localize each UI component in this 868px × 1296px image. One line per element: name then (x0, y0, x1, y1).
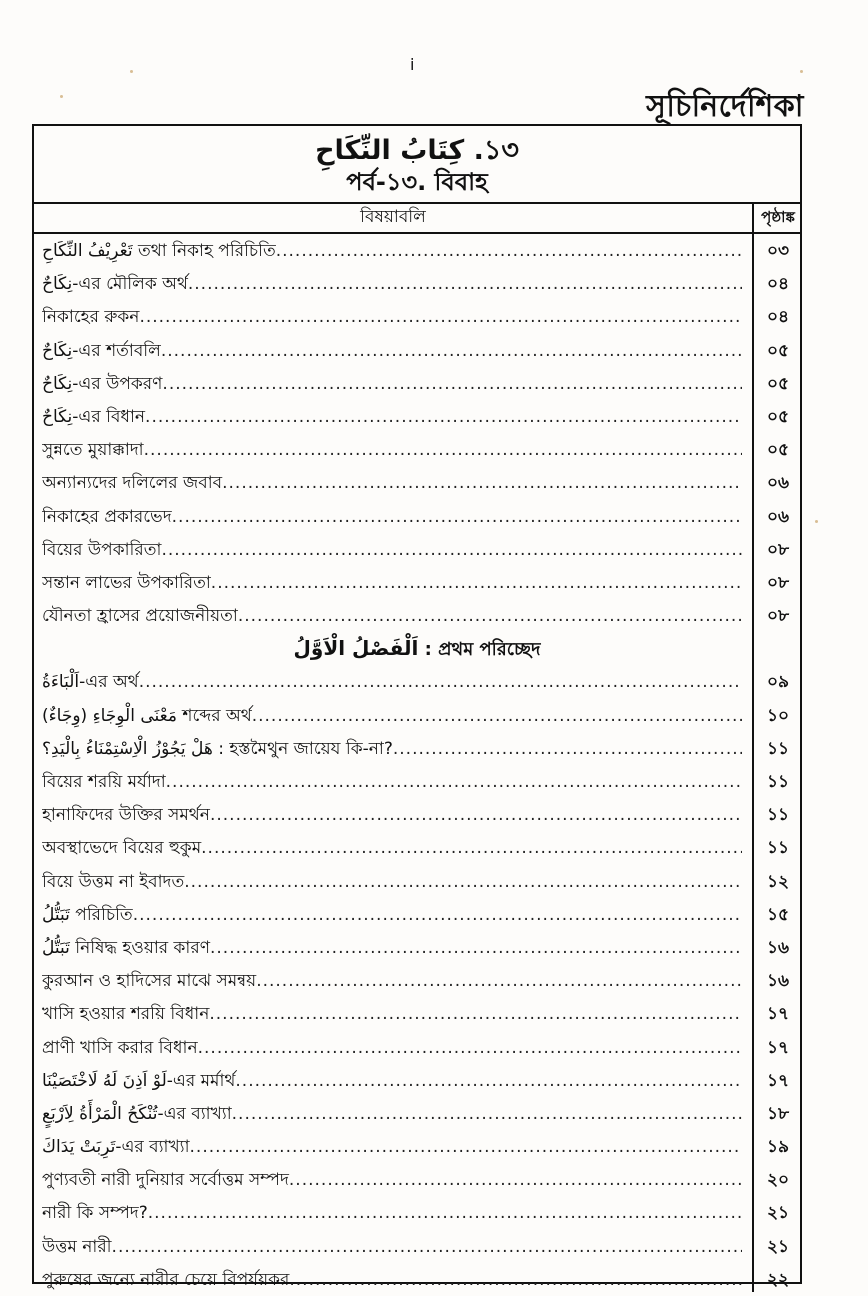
index-entry (34, 599, 800, 632)
section-heading-arabic: اَلْفَصْلُ الْاَوَّلُ (293, 636, 419, 661)
entry-page-number: ০৬ (766, 506, 790, 527)
entry-page-number: ০৫ (766, 440, 790, 461)
section-heading (34, 632, 800, 665)
entry-title: প্রাণী খাসি করার বিধান ..... (42, 1033, 742, 1063)
entry-title: تَرِبَتْ يَدَاكَ-এর ব্যাখ্যা ..... (42, 1132, 742, 1162)
entry-title: নিকাহের রুকন ..... (42, 302, 742, 332)
entry-title: পুণ্যবতী নারী দুনিয়ার সর্বোত্তম সম্পদ ..... (42, 1165, 742, 1195)
entry-title: নিকাহের প্রকারভেদ ..... (42, 502, 742, 532)
index-entry (34, 300, 800, 333)
book-title-box (34, 126, 800, 204)
entry-page-number: ১১ (766, 772, 790, 792)
subject-column-header: বিষয়াবলি (360, 207, 426, 227)
index-entry (34, 1097, 800, 1130)
book-title-arabic: ১৩. كِتَابُ النِّكَاحِ (315, 135, 519, 166)
entry-page-number: ০৮ (766, 539, 790, 560)
entry-title: تَعْرِيْفُ النِّكَاحِ তথা নিকাহ পরিচিতি ..... (42, 236, 742, 266)
entry-title: যৌনতা হ্রাসের প্রয়োজনীয়তা ..... (42, 601, 742, 631)
index-entry (34, 400, 800, 433)
entry-title: نِكَاحٌ-এর শর্তাবলি ..... (42, 336, 742, 366)
entry-title: تُنْكَحُ الْمَرْأَةُ لِاَرْبَعٍ-এর ব্যাখ্যা ..... (42, 1099, 742, 1129)
paper-speck (60, 95, 63, 98)
entry-page-number: ০৫ (766, 373, 790, 394)
index-entry (34, 234, 800, 267)
entry-title: হানাফিদের উক্তির সমর্থন ..... (42, 800, 742, 830)
entry-page-number: ১৮ (766, 1103, 790, 1124)
entry-title: اَلْبَاءَةُ-এর অর্থ ..... (42, 667, 742, 697)
entry-page-number: ২১ (766, 1236, 790, 1257)
entry-title: খাসি হওয়ার শরয়ি বিধান ..... (42, 999, 742, 1029)
index-rows (34, 234, 800, 1296)
entry-page-number: ০৩ (766, 241, 790, 261)
index-entry (34, 865, 800, 898)
entry-title: অবস্থাভেদে বিয়ের হুকুম ..... (42, 833, 742, 863)
entry-title: নারী কি সম্পদ? ..... (42, 1198, 742, 1228)
index-entry (34, 566, 800, 599)
index-entry (34, 898, 800, 931)
entry-page-number: ১৭ (766, 1037, 790, 1058)
index-entry (34, 997, 800, 1030)
entry-title: বিয়ের উপকারিতা ..... (42, 535, 742, 565)
index-entry (34, 533, 800, 566)
entry-title: বিয়ের শরয়ি মর্যাদা ..... (42, 767, 742, 797)
section-heading-bengali: : প্রথম পরিচ্ছেদ (424, 639, 541, 661)
entry-title: অন্যান্যদের দলিলের জবাব ..... (42, 468, 742, 498)
index-entry (34, 732, 800, 765)
entry-title: পুরুষের জন্যে নারীর চেয়ে বিপর্যয়কর ..... (42, 1265, 742, 1295)
index-entry (34, 765, 800, 798)
entry-title: لَوْ اَذِنَ لَهُ لَاخْتَصَيْنَا-এর মর্মার্থ ..... (42, 1066, 742, 1096)
entry-page-number: ১০ (766, 705, 790, 726)
entry-title: সুন্নতে মুয়াক্কাদা ..... (42, 435, 742, 465)
entry-page-number: ১২ (766, 871, 790, 892)
entry-page-number: ১৬ (766, 971, 790, 992)
paper-speck (130, 70, 133, 73)
entry-page-number: ০৮ (766, 606, 790, 627)
entry-title: বিয়ে উত্তম না ইবাদত ..... (42, 867, 742, 897)
index-entry (34, 964, 800, 997)
index-heading: সূচিনির্দেশিকা (646, 89, 804, 124)
entry-title: هَلْ يَجُوْزُ الْاِسْتِمْنَاءُ بِالْيَدِ؟ : হস্তমৈথুন জায়েয কি-না? ..... (42, 734, 742, 764)
entry-page-number: ১১ (766, 805, 790, 826)
paper-speck (800, 70, 803, 73)
page-column-header: পৃষ্ঠাঙ্ক (761, 208, 795, 226)
index-table (32, 124, 802, 1290)
index-entry (34, 466, 800, 499)
column-header (34, 202, 800, 234)
index-entry (34, 798, 800, 831)
entry-page-number: ২১ (766, 1203, 790, 1224)
entry-page-number: ১১ (766, 838, 790, 859)
index-entry (34, 1196, 800, 1229)
entry-page-number: ১৫ (766, 904, 790, 925)
entry-page-number: ০৮ (766, 572, 790, 593)
index-entry (34, 931, 800, 964)
index-entry (34, 500, 800, 533)
entry-page-number: ১৭ (766, 1004, 790, 1025)
entry-page-number: ১১ (766, 738, 790, 759)
paper-speck (815, 520, 818, 523)
entry-page-number: ০৪ (766, 274, 790, 295)
index-entry (34, 1163, 800, 1196)
index-entry (34, 334, 800, 367)
entry-title: (وِجَاءٌ) مَعْنَى الْوِجَاءِ শব্দের অর্থ ..... (42, 701, 742, 731)
index-entry (34, 1031, 800, 1064)
entry-title: تَبَتُّلُ নিষিদ্ধ হওয়ার কারণ ..... (42, 933, 742, 963)
index-entry (34, 1263, 800, 1296)
entry-page-number: ১৬ (766, 937, 790, 958)
book-title-bengali: পর্ব-১৩. বিবাহ (346, 168, 488, 196)
entry-page-number: ২০ (766, 1170, 790, 1191)
entry-page-number: ২২ (766, 1269, 790, 1290)
index-entry (34, 367, 800, 400)
index-entry (34, 433, 800, 466)
index-entry (34, 1130, 800, 1163)
entry-page-number: ১৯ (766, 1137, 790, 1158)
index-entry (34, 699, 800, 732)
entry-title: উত্তম নারী ..... (42, 1232, 742, 1262)
entry-page-number: ০৫ (766, 406, 790, 427)
index-entry (34, 267, 800, 300)
index-entry (34, 665, 800, 698)
entry-title: تَبَتُّلُ পরিচিতি ..... (42, 900, 742, 930)
entry-page-number: ০৯ (766, 672, 790, 693)
index-entry (34, 831, 800, 864)
entry-title: সন্তান লাভের উপকারিতা ..... (42, 568, 742, 598)
index-entry (34, 1064, 800, 1097)
entry-page-number: ০৫ (766, 340, 790, 361)
entry-page-number: ০৬ (766, 473, 790, 494)
index-entry (34, 1230, 800, 1263)
entry-title: কুরআন ও হাদিসের মাঝে সমন্বয় ..... (42, 966, 742, 996)
page-number: i (410, 55, 415, 74)
entry-page-number: ১৭ (766, 1070, 790, 1091)
entry-title: نِكَاحٌ-এর মৌলিক অর্থ ..... (42, 269, 742, 299)
entry-title: نِكَاحٌ-এর বিধান ..... (42, 402, 742, 432)
entry-title: نِكَاحٌ-এর উপকরণ ..... (42, 369, 742, 399)
entry-page-number: ০৪ (766, 307, 790, 328)
